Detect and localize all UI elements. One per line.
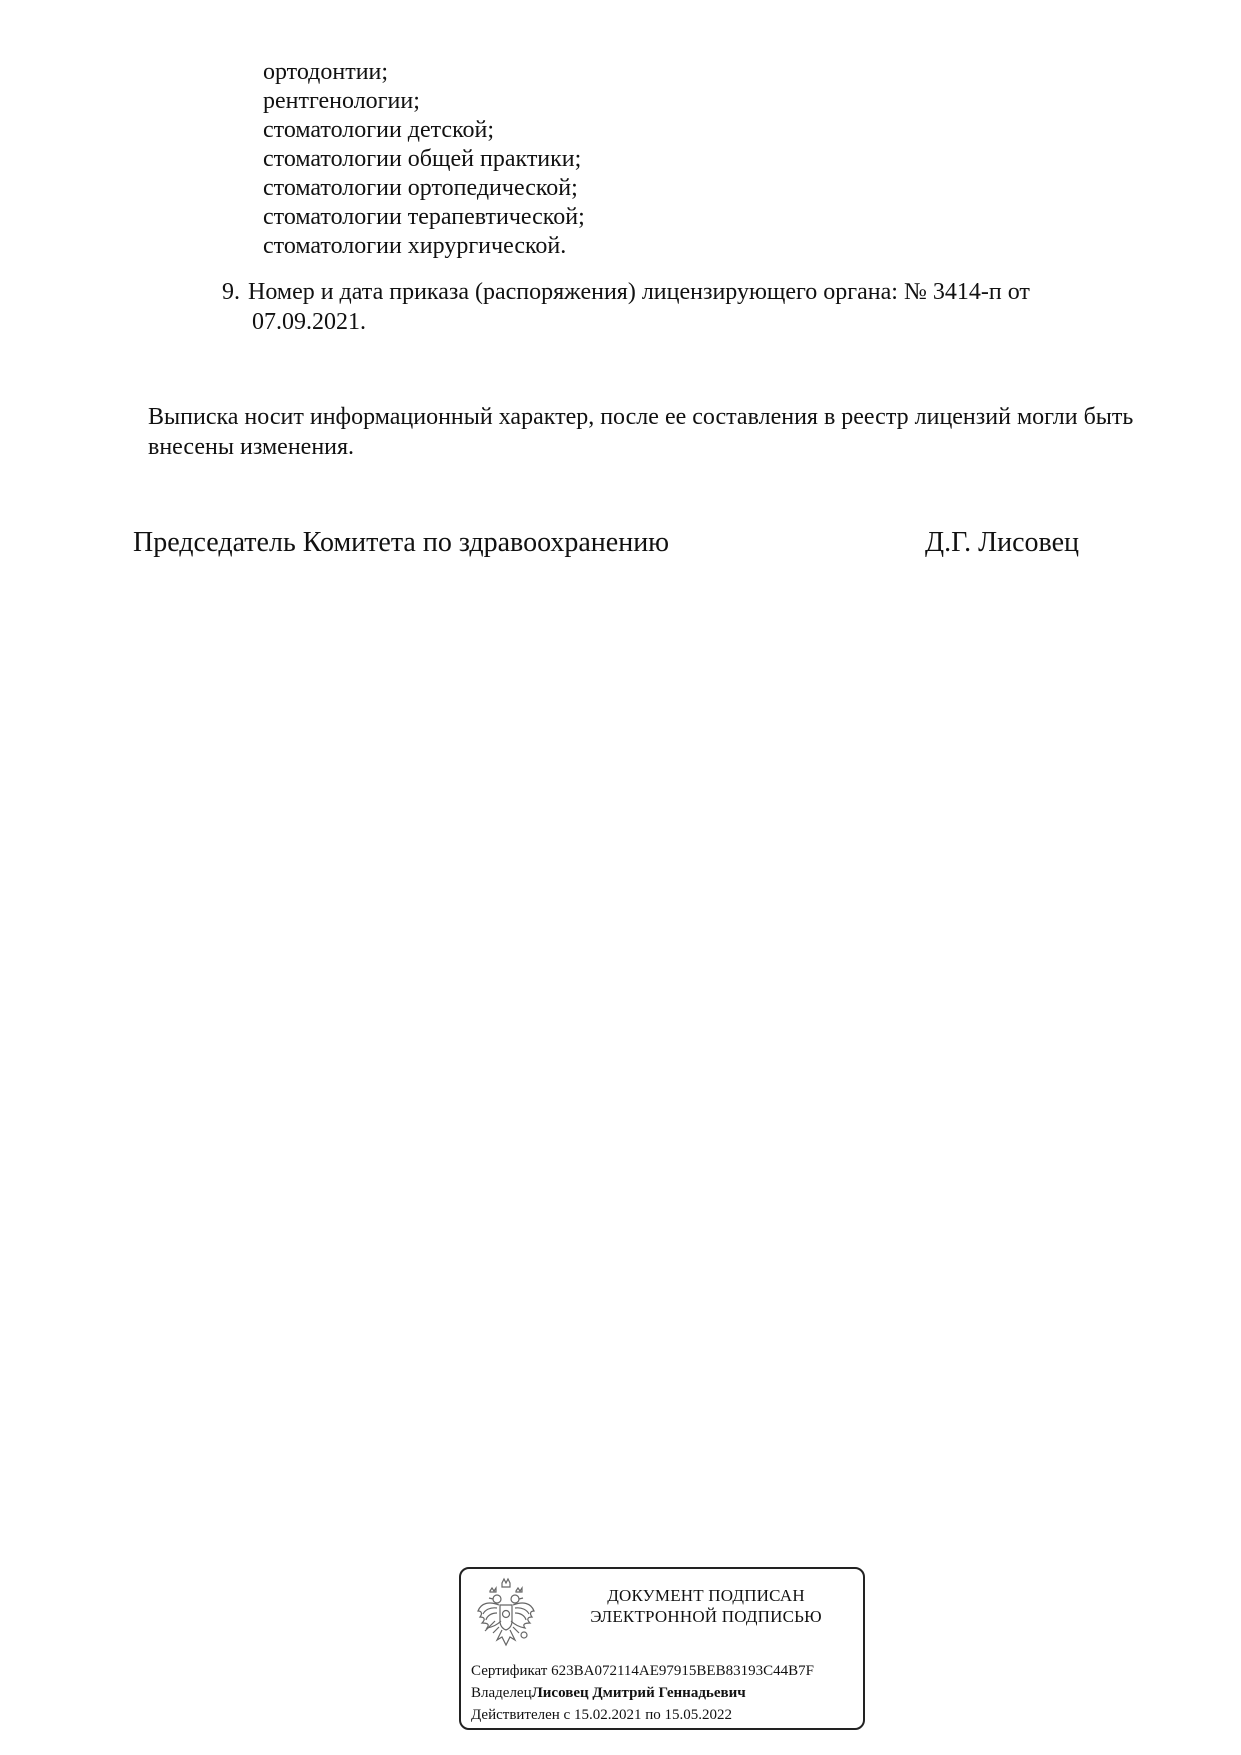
disclaimer-line1: Выписка носит информационный характер, после ее составления в реестр лицензий могли быть [148,404,1134,430]
list-item: стоматологии хирургической. [263,233,567,259]
stamp-details [471,1660,814,1726]
stamp-heading-line2: ЭЛЕКТРОННОЙ ПОДПИСЬЮ [590,1607,822,1626]
list-item: рентгенологии; [263,88,420,114]
disclaimer-line2: внесены изменения. [148,434,355,460]
specialties-list [263,58,585,261]
owner-value: Лисовец Дмитрий Геннадьевич [531,1685,746,1701]
disclaimer-paragraph [148,402,1188,462]
certificate-value: 623BA072114AE97915BEB83193C44B7F [551,1663,814,1679]
list-item: стоматологии детской; [263,117,495,143]
signer-position: Председатель Комитета по здравоохранению [133,527,670,558]
owner-label: Владелец [471,1685,532,1701]
certificate-row [471,1660,814,1682]
order-text-line1: Номер и дата приказа (распоряжения) лицензирующего органа: № 3414-п от [248,279,1030,305]
double-headed-eagle-emblem-icon [475,1577,537,1653]
stamp-heading-line1: ДОКУМЕНТ ПОДПИСАН [607,1586,805,1605]
list-item: стоматологии ортопедической; [263,175,578,201]
order-text-line2: 07.09.2021. [252,309,366,335]
list-item: ортодонтии; [263,59,389,85]
certificate-label: Сертификат [471,1663,548,1679]
list-item: стоматологии общей практики; [263,146,582,172]
stamp-heading [561,1585,851,1627]
validity-row: Действителен с 15.02.2021 по 15.05.2022 [471,1707,732,1723]
list-item: стоматологии терапевтической; [263,204,585,230]
electronic-signature-stamp [459,1567,865,1730]
item-number: 9. [222,279,240,305]
owner-row [471,1682,814,1704]
signer-name: Д.Г. Лисовец [925,527,1079,558]
